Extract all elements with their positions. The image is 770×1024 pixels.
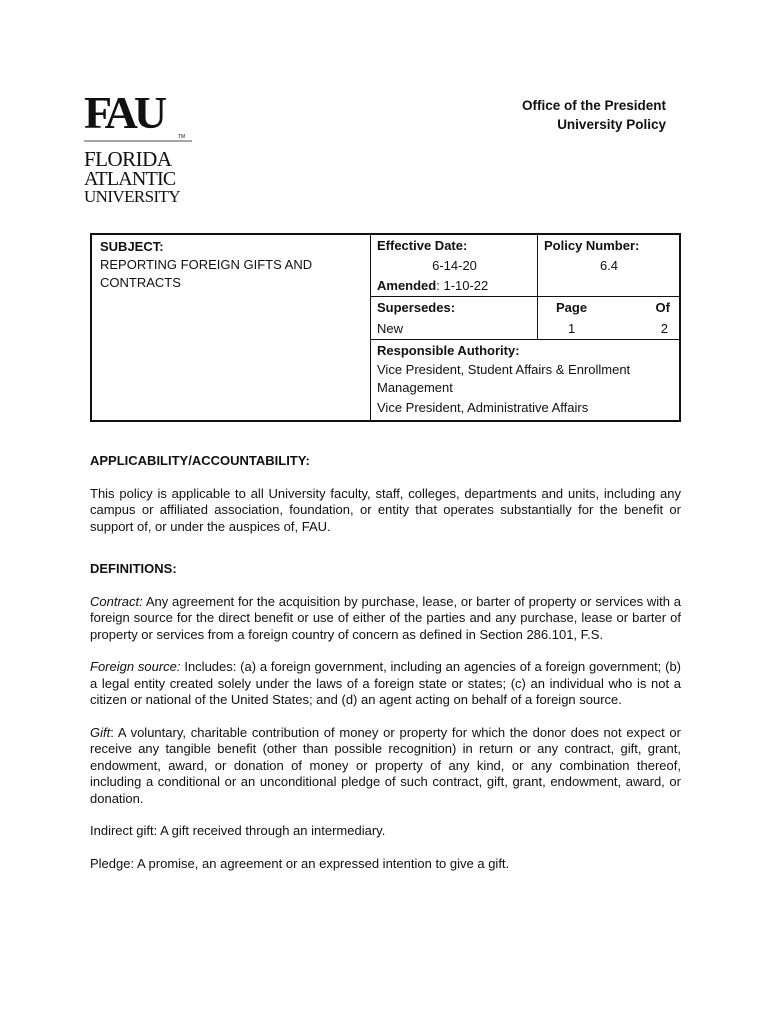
of-value: 2 bbox=[660, 321, 668, 336]
page-cell bbox=[538, 297, 681, 340]
policy-number-value: 6.4 bbox=[599, 258, 619, 273]
gift-text: : A voluntary, charitable contribution of money or property for which the donor does not expect or receive any tangible benefit (other than possible recognition) in return or any contract, gift, grant, endowment, award, or donation of money or property of any kind, or any combination thereof, including a conditional or an unconditional pledge of such contract, gift, grant, endowment, award, or donation. bbox=[90, 724, 681, 806]
subject-label: SUBJECT: bbox=[100, 239, 164, 254]
authority-line-1: Vice President, Student Affairs & Enrollment bbox=[377, 362, 631, 377]
supersedes-value: New bbox=[377, 321, 404, 336]
subject-line-2: CONTRACTS bbox=[100, 275, 181, 290]
fau-logo bbox=[82, 88, 200, 206]
effective-date-value: 6-14-20 bbox=[432, 258, 477, 273]
amended-label: Amended bbox=[377, 278, 437, 293]
page-value-row bbox=[544, 317, 674, 338]
gift-term: Gift bbox=[90, 724, 111, 740]
logo-mark: FAU bbox=[84, 88, 164, 138]
authority-label: Responsible Authority: bbox=[377, 343, 520, 358]
logo-line-1: FLORIDA bbox=[84, 147, 172, 171]
logo-line-3: UNIVERSITY bbox=[84, 187, 180, 206]
subject-cell bbox=[91, 234, 371, 421]
page-header-row bbox=[544, 299, 674, 317]
policy-number-label: Policy Number: bbox=[544, 238, 640, 253]
definitions-heading: DEFINITIONS: bbox=[90, 561, 177, 576]
logo-line-2: ATLANTIC bbox=[84, 168, 176, 190]
effective-date-cell bbox=[371, 234, 538, 297]
amended-line bbox=[377, 275, 532, 295]
office-line-2: University Policy bbox=[557, 116, 666, 132]
of-label: Of bbox=[655, 300, 670, 315]
foreign-source-text: Includes: (a) a foreign government, including an agencies of a foreign government; (b) a legal entity created solely under the laws of a foreign state or states; (c) an individual who is not a citizen or national of the United States; and (d) an agent acting on behalf of a foreign source. bbox=[90, 659, 681, 707]
page-value: 1 bbox=[568, 321, 576, 336]
policy-body bbox=[90, 453, 681, 888]
supersedes-cell bbox=[371, 297, 538, 340]
applicability-paragraph: This policy is applicable to all University faculty, staff, colleges, departments and units, including any campus or affiliated association, foundation, or entity that operates substantially for the benefit or support of, or under the auspices of, FAU. bbox=[90, 485, 681, 534]
contract-term: Contract: bbox=[90, 593, 143, 609]
page-label: Page bbox=[556, 300, 588, 315]
definition-gift bbox=[90, 725, 681, 808]
definition-foreign-source bbox=[90, 659, 681, 709]
applicability-heading: APPLICABILITY/ACCOUNTABILITY: bbox=[90, 453, 310, 468]
fau-logo-graphic bbox=[82, 88, 200, 206]
logo-tm: TM bbox=[178, 134, 186, 140]
contract-text: Any agreement for the acquisition by purchase, lease, or barter of property or services with a foreign source for the direct benefit or use of either of the parties and any purchase, lease or barter of property or services from a foreign country of concern as defined in Section 286.101, F.S. bbox=[90, 593, 681, 642]
authority-line-3: Vice President, Administrative Affairs bbox=[377, 400, 589, 415]
supersedes-label: Supersedes: bbox=[377, 300, 456, 315]
definition-contract bbox=[90, 594, 681, 644]
office-line-1: Office of the President bbox=[521, 98, 666, 113]
responsible-authority-cell bbox=[371, 340, 681, 422]
definition-pledge: Pledge: A promise, an agreement or an expressed intention to give a gift. bbox=[90, 855, 510, 871]
office-heading bbox=[522, 97, 666, 134]
effective-date-label: Effective Date: bbox=[377, 238, 468, 253]
definition-indirect-gift: Indirect gift: A gift received through an intermediary. bbox=[90, 823, 386, 838]
amended-value: : 1-10-22 bbox=[436, 278, 489, 293]
policy-header-table bbox=[90, 233, 681, 422]
authority-line-2: Management bbox=[377, 380, 453, 395]
subject-line-1: REPORTING FOREIGN GIFTS AND bbox=[100, 257, 313, 272]
policy-number-cell bbox=[538, 234, 681, 297]
foreign-source-term: Foreign source: bbox=[90, 659, 181, 674]
